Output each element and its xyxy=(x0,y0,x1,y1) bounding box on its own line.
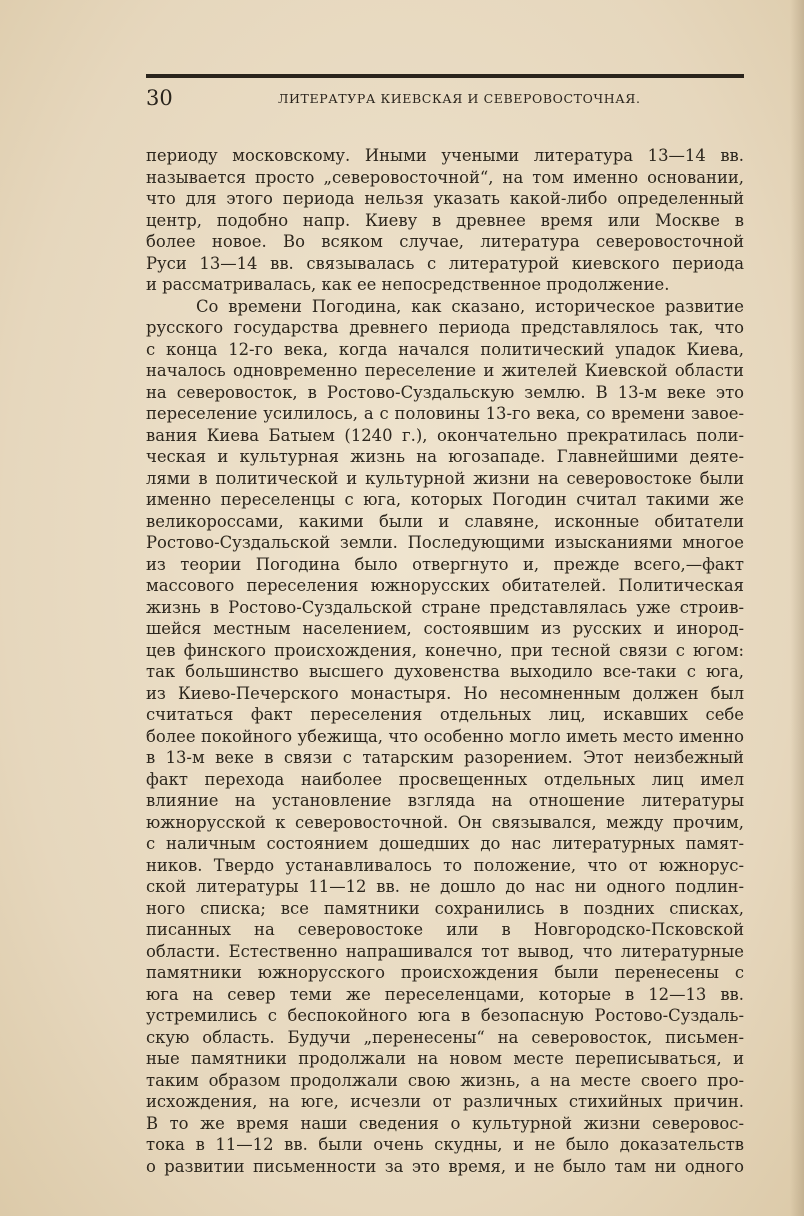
text-line: массового переселения южнорусских обитателей. Политическая xyxy=(146,576,744,595)
text-line: с наличным состоянием дошедших до нас литературных памят- xyxy=(146,834,744,853)
text-line: ников. Твердо устанавливалось то положение, что от южнорус- xyxy=(146,855,744,875)
text-line: так большинство высшего духовенства выходило все-таки с юга, xyxy=(146,662,744,681)
text-line: русского государства древнего периода представлялось так, что xyxy=(146,318,744,337)
text-line: ской литературы 11—12 вв. не дошло до нас ни одного подлин- xyxy=(146,877,744,896)
text-line: тока в 11—12 вв. были очень скудны, и не было доказательств xyxy=(146,1135,744,1154)
text-line: таким образом продолжали свою жизнь, а на месте своего про- xyxy=(146,1070,744,1090)
text-line: ные памятники продолжали на новом месте переписываться, и xyxy=(146,1049,744,1068)
text-line: жизнь в Ростово-Суздальской стране представлялась уже строив- xyxy=(146,597,744,617)
text-line: центр, подобно напр. Киеву в древнее время или Москве в xyxy=(146,210,744,230)
text-line: скую область. Будучи „перенесены“ на северовосток, письмен- xyxy=(146,1027,744,1047)
text-line: исхождения, на юге, исчезли от различных стихийных причин. xyxy=(146,1092,744,1111)
text-line: устремились с беспокойного юга в безопасную Ростово-Суздаль- xyxy=(146,1006,744,1025)
body-text xyxy=(146,145,744,1177)
text-line: Со времени Погодина, как сказано, историческое развитие xyxy=(196,296,744,316)
page-number: 30 xyxy=(146,86,173,110)
text-line: с конца 12-го века, когда начался политический упадок Киева, xyxy=(146,339,744,359)
text-line: лями в политической и культурной жизни на северовостоке были xyxy=(146,468,744,488)
text-line: что для этого периода нельзя указать какой-либо определенный xyxy=(146,189,744,208)
text-line: о развитии письменности за это время, и не было там ни одного xyxy=(146,1156,744,1176)
text-line: шейся местным населением, состоявшим из русских и инород- xyxy=(146,619,744,638)
text-line: и рассматривалась, как ее непосредственное продолжение. xyxy=(146,275,670,294)
running-title: ЛИТЕРАТУРА КИЕВСКАЯ И СЕВЕРОВОСТОЧНАЯ. xyxy=(278,91,641,106)
text-line: цев финского происхождения, конечно, при тесной связи с югом: xyxy=(146,640,744,660)
text-line: считаться факт переселения отдельных лиц, искавших себе xyxy=(146,705,744,724)
text-line: памятники южнорусского происхождения были перенесены с xyxy=(146,963,744,982)
text-line: факт перехода наиболее просвещенных отдельных лиц имел xyxy=(146,769,744,789)
text-line: более покойного убежища, что особенно могло иметь место именно xyxy=(146,726,744,746)
text-line: из теории Погодина было отвергнуто и, прежде всего,—факт xyxy=(146,554,744,574)
text-line: Руси 13—14 вв. связывалась с литературой киевского периода xyxy=(146,253,744,273)
text-line: переселение усилилось, а с половины 13-го века, со времени завое- xyxy=(146,404,744,423)
text-line: именно переселенцы с юга, которых Погодин считал такими же xyxy=(146,490,744,509)
text-line: писанных на северовостоке или в Новгородско-Псковской xyxy=(146,920,744,939)
text-line: в 13-м веке в связи с татарским разорением. Этот неизбежный xyxy=(146,748,744,767)
text-line: ного списка; все памятники сохранились в поздних списках, xyxy=(146,898,744,918)
text-line: периоду московскому. Иными учеными литература 13—14 вв. xyxy=(146,146,744,165)
page-edge-shadow xyxy=(790,0,804,1216)
text-line: вания Киева Батыем (1240 г.), окончательно прекратилась поли- xyxy=(146,425,744,445)
page-header xyxy=(146,84,744,114)
text-line: В то же время наши сведения о культурной жизни северовос- xyxy=(146,1113,744,1133)
text-line: Ростово-Суздальской земли. Последующими изысканиями многое xyxy=(146,533,744,552)
text-line: великороссами, какими были и славяне, исконные обитатели xyxy=(146,511,744,531)
text-line: ческая и культурная жизнь на югозападе. Главнейшими деяте- xyxy=(146,447,744,466)
header-rule xyxy=(146,74,744,78)
text-line: южнорусской к северовосточной. Он связывался, между прочим, xyxy=(146,812,744,832)
text-line: на северовосток, в Ростово-Суздальскую землю. В 13-м веке это xyxy=(146,382,744,402)
text-line: более новое. Во всяком случае, литература северовосточной xyxy=(146,232,744,251)
text-line: области. Естественно напрашивался тот вывод, что литературные xyxy=(146,941,744,961)
text-line: называется просто „северовосточной“, на том именно основании, xyxy=(146,167,744,187)
text-line: из Киево-Печерского монастыря. Но несомненным должен был xyxy=(146,683,744,703)
text-line: началось одновременно переселение и жителей Киевской области xyxy=(146,361,744,380)
text-line: влияние на установление взгляда на отношение литературы xyxy=(146,791,744,810)
text-line: юга на север теми же переселенцами, которые в 12—13 вв. xyxy=(146,984,744,1004)
